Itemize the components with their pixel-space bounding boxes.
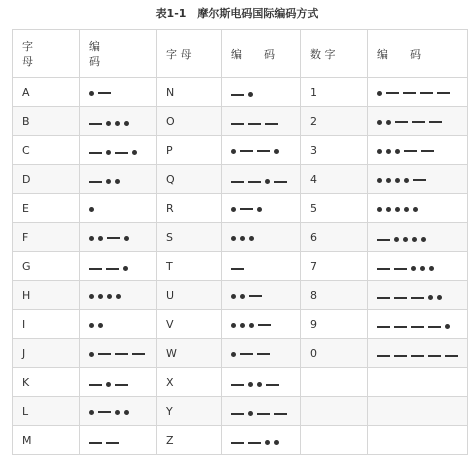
morse-dash [106,442,119,444]
morse-dot [429,266,434,271]
letter-cell: A [13,78,80,107]
code-cell [222,194,301,223]
morse-code [377,149,434,154]
code-cell [222,136,301,165]
morse-dash [394,268,407,270]
code-cell [80,368,157,397]
morse-dash [258,324,271,326]
morse-code [89,382,128,387]
code-cell [80,339,157,368]
morse-dash [421,150,434,152]
letter-cell: J [13,339,80,368]
morse-code [89,236,129,241]
morse-dash [231,123,244,125]
morse-code [377,207,418,212]
morse-dot [240,236,245,241]
digit-cell [301,368,368,397]
morse-dot [377,91,382,96]
code-cell [368,310,468,339]
morse-dash [437,92,450,94]
table-row [13,194,468,223]
table-row [13,252,468,281]
morse-dash [377,239,390,241]
code-cell [80,281,157,310]
morse-dash [403,92,416,94]
morse-dash [413,179,426,181]
morse-dot [257,207,262,212]
letter-cell: M [13,426,80,455]
morse-dash [428,355,441,357]
code-cell [368,397,468,426]
code-cell [368,223,468,252]
code-cell [368,78,468,107]
letter-cell: E [13,194,80,223]
letter-cell: W [157,339,222,368]
morse-dash [231,94,244,96]
table-row [13,368,468,397]
digit-cell: 8 [301,281,368,310]
letter-cell: Y [157,397,222,426]
morse-dot [132,150,137,155]
morse-dot [231,207,236,212]
morse-code [377,324,450,329]
morse-dash [445,355,458,357]
table-row [13,136,468,165]
morse-dot [265,440,270,445]
morse-code [377,91,450,96]
letter-cell: X [157,368,222,397]
morse-dash [420,92,433,94]
morse-code [231,382,279,387]
morse-dot [377,178,382,183]
morse-dash [412,121,425,123]
morse-code [89,294,121,299]
morse-dash [404,150,417,152]
morse-code [377,120,442,125]
morse-dot [231,352,236,357]
morse-dash [240,150,253,152]
header-code-3: 编 码 [368,30,468,78]
header-code-2: 编 码 [222,30,301,78]
digit-cell: 7 [301,252,368,281]
morse-code [377,237,426,242]
table-caption: 表1-1 摩尔斯电码国际编码方式 [155,7,319,20]
morse-dot [394,237,399,242]
morse-dash [428,326,441,328]
morse-dot [274,440,279,445]
letter-cell: S [157,223,222,252]
morse-dot [437,295,442,300]
letter-cell: F [13,223,80,252]
morse-dot [89,323,94,328]
letter-cell: U [157,281,222,310]
code-cell [368,107,468,136]
morse-dash [257,150,270,152]
morse-dot [249,323,254,328]
code-cell [368,281,468,310]
morse-dot [106,382,111,387]
morse-code [231,440,279,445]
code-cell [222,397,301,426]
morse-dot [377,120,382,125]
table-row [13,107,468,136]
morse-dash [115,152,128,154]
morse-dash [248,123,261,125]
digit-cell: 9 [301,310,368,339]
morse-code [89,410,129,415]
morse-dash [395,121,408,123]
morse-dash [231,413,244,415]
table-row [13,223,468,252]
letter-cell: Q [157,165,222,194]
morse-dash [89,181,102,183]
morse-dot [248,411,253,416]
morse-dash [265,123,278,125]
code-cell [368,368,468,397]
morse-dot [395,149,400,154]
morse-code [231,123,278,125]
code-cell [368,426,468,455]
morse-dot [106,150,111,155]
code-cell [80,107,157,136]
code-cell [80,223,157,252]
morse-dash [98,353,111,355]
morse-dash [394,297,407,299]
morse-dot [116,294,121,299]
morse-dot [231,149,236,154]
morse-code [89,442,119,444]
letter-cell: B [13,107,80,136]
morse-dot [231,236,236,241]
letter-cell: V [157,310,222,339]
morse-dot [257,382,262,387]
code-cell [80,426,157,455]
morse-dot [274,149,279,154]
morse-dash [132,353,145,355]
code-cell [80,78,157,107]
morse-dash [106,268,119,270]
header-letter: 字母 [13,30,80,78]
morse-dash [89,123,102,125]
morse-dot [115,410,120,415]
morse-dot [231,294,236,299]
morse-dash [107,237,120,239]
digit-cell: 3 [301,136,368,165]
morse-dot [89,236,94,241]
code-cell [222,223,301,252]
table-row [13,397,468,426]
code-cell [222,310,301,339]
morse-dash [377,326,390,328]
morse-code [377,266,434,271]
header-row [13,30,468,78]
morse-dash [98,92,111,94]
morse-dot [123,266,128,271]
morse-code [231,294,262,299]
table-row [13,310,468,339]
morse-dot [377,207,382,212]
code-cell [80,194,157,223]
letter-cell: L [13,397,80,426]
digit-cell: 6 [301,223,368,252]
morse-code [231,179,287,184]
morse-dash [98,411,111,413]
letter-cell: G [13,252,80,281]
morse-dot [420,266,425,271]
morse-dash [89,442,102,444]
morse-dash [89,268,102,270]
morse-code [231,352,270,357]
morse-dash [274,181,287,183]
morse-code [231,207,262,212]
letter-cell: R [157,194,222,223]
morse-dash [231,442,244,444]
digit-cell [301,397,368,426]
morse-code [231,92,253,97]
morse-dash [266,384,279,386]
morse-dash [257,413,270,415]
morse-code [89,266,128,271]
table-row [13,426,468,455]
letter-cell: I [13,310,80,339]
morse-dot [386,149,391,154]
morse-dot [240,294,245,299]
morse-dot [404,207,409,212]
table-row [13,78,468,107]
morse-dot [386,207,391,212]
letter-cell: T [157,252,222,281]
morse-dash [377,268,390,270]
digit-cell: 5 [301,194,368,223]
morse-code [231,411,287,416]
code-cell [80,397,157,426]
morse-dot [124,410,129,415]
morse-dash [377,297,390,299]
morse-dash [386,92,399,94]
morse-dot [395,178,400,183]
morse-dash [394,355,407,357]
morse-dash [411,297,424,299]
digit-cell: 0 [301,339,368,368]
letter-cell: C [13,136,80,165]
table-row [13,339,468,368]
morse-code [231,323,271,328]
digit-cell [301,426,368,455]
letter-cell: H [13,281,80,310]
morse-dash [249,295,262,297]
morse-dot [89,410,94,415]
code-cell [222,281,301,310]
morse-code [89,150,137,155]
morse-code [89,207,94,212]
code-cell [368,194,468,223]
morse-dash [248,442,261,444]
morse-dot [115,179,120,184]
morse-dot [106,121,111,126]
code-cell [222,339,301,368]
header-digit: 数 字 [301,30,368,78]
table-row [13,165,468,194]
morse-dot [98,323,103,328]
morse-dot [106,179,111,184]
morse-dash [231,384,244,386]
morse-dot [428,295,433,300]
morse-dot [404,178,409,183]
morse-dot [240,323,245,328]
code-cell [80,252,157,281]
morse-dash [231,181,244,183]
morse-dot [249,236,254,241]
morse-dash [240,353,253,355]
morse-dot [124,236,129,241]
letter-cell: D [13,165,80,194]
morse-dot [403,237,408,242]
morse-dot [445,324,450,329]
morse-dot [386,178,391,183]
morse-dot [248,382,253,387]
morse-dot [411,266,416,271]
morse-dash [429,121,442,123]
code-cell [222,78,301,107]
code-cell [368,165,468,194]
morse-dot [377,149,382,154]
morse-dot [124,121,129,126]
code-cell [222,107,301,136]
morse-code [377,295,442,300]
morse-dash [248,181,261,183]
morse-dot [395,207,400,212]
morse-dash [89,384,102,386]
code-cell [222,426,301,455]
morse-code [231,149,279,154]
code-cell [80,165,157,194]
digit-cell: 1 [301,78,368,107]
morse-dash [115,384,128,386]
letter-cell: Z [157,426,222,455]
code-cell [222,252,301,281]
morse-dot [107,294,112,299]
morse-dash [240,208,253,210]
morse-dot [421,237,426,242]
morse-dot [89,91,94,96]
morse-dot [89,294,94,299]
morse-dot [89,207,94,212]
morse-code-table [12,29,468,455]
morse-dot [98,236,103,241]
code-cell [222,165,301,194]
code-cell [368,339,468,368]
morse-dash [274,413,287,415]
header-code: 编 码 [80,30,157,78]
code-cell [222,368,301,397]
header-letter-2: 字 母 [157,30,222,78]
morse-code [89,323,103,328]
morse-dot [115,121,120,126]
code-cell [80,136,157,165]
letter-cell: P [157,136,222,165]
morse-dot [248,92,253,97]
digit-cell: 4 [301,165,368,194]
morse-dot [89,352,94,357]
code-cell [368,252,468,281]
morse-dash [115,353,128,355]
morse-dot [386,120,391,125]
morse-code [377,355,458,357]
morse-code [89,91,111,96]
morse-dot [412,237,417,242]
morse-code [377,178,426,183]
morse-code [89,121,129,126]
table-row [13,281,468,310]
morse-dash [257,353,270,355]
morse-code [89,179,120,184]
morse-dot [265,179,270,184]
morse-code [231,268,244,270]
morse-dash [394,326,407,328]
letter-cell: O [157,107,222,136]
morse-dash [411,355,424,357]
digit-cell: 2 [301,107,368,136]
morse-dash [377,355,390,357]
code-cell [80,310,157,339]
morse-code [89,352,145,357]
morse-dot [413,207,418,212]
code-cell [368,136,468,165]
morse-dash [411,326,424,328]
letter-cell: N [157,78,222,107]
morse-dot [231,323,236,328]
letter-cell: K [13,368,80,397]
morse-dot [98,294,103,299]
morse-code [231,236,254,241]
morse-dash [231,268,244,270]
morse-dash [89,152,102,154]
